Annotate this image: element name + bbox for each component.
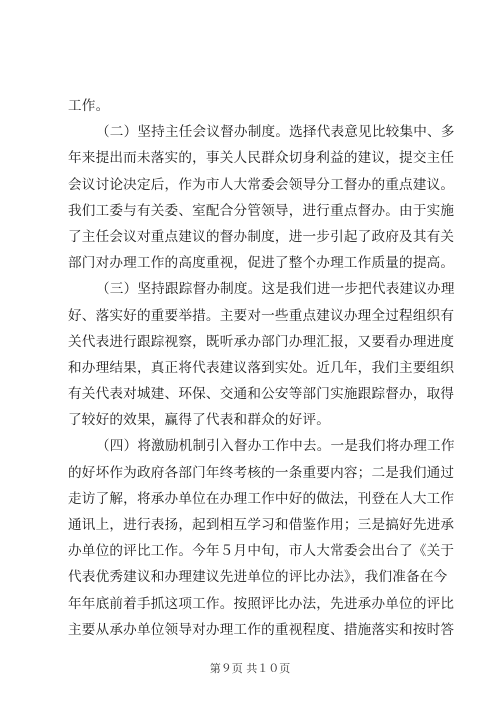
text-line: 代表优秀建议和办理建议先进单位的评比办法》，我们准备在今 bbox=[68, 569, 448, 586]
text-line: 关代表进行跟踪视察，既听承办部门办理汇报，又要看办理进度 bbox=[68, 333, 455, 350]
text-line: 会议讨论决定后，作为市人大常委会领导分工督办的重点建议。 bbox=[68, 176, 455, 193]
text-line: 部门对办理工作的高度重视，促进了整个办理工作质量的提高。 bbox=[68, 255, 455, 272]
text-line: 我们工委与有关委、室配合分管领导，进行重点督办。由于实施 bbox=[68, 202, 455, 219]
text-line-paragraph-start: （四）将激励机制引入督办工作中去。一是我们将办理工作 bbox=[96, 438, 455, 455]
text-line: 办单位的评比工作。今年５月中旬，市人大常委会出台了《关于 bbox=[68, 543, 455, 560]
text-line: 了较好的效果，赢得了代表和群众的好评。 bbox=[68, 412, 331, 429]
text-line: 主要从承办单位领导对办理工作的重视程度、措施落实和按时答 bbox=[68, 621, 455, 638]
document-body bbox=[68, 93, 455, 643]
text-line-paragraph-start: （二）坚持主任会议督办制度。选择代表意见比较集中、多 bbox=[96, 124, 455, 141]
page-number-footer: 第９页 共１０页 bbox=[209, 662, 291, 675]
text-line: 的好坏作为政府各部门年终考核的一条重要内容；二是我们通过 bbox=[68, 464, 455, 481]
text-line: 和办理结果，真正将代表建议落到实处。近几年，我们主要组织 bbox=[68, 359, 455, 376]
text-line: 走访了解，将承办单位在办理工作中好的做法，刊登在人大工作 bbox=[68, 490, 455, 507]
text-line: 好、落实好的重要举措。主要对一些重点建议办理全过程组织有 bbox=[68, 307, 455, 324]
text-line: 年来提出而未落实的，事关人民群众切身利益的建议，提交主任 bbox=[68, 150, 455, 167]
text-line: 年年底前着手抓这项工作。按照评比办法，先进承办单位的评比 bbox=[68, 595, 455, 612]
text-line: 工作。 bbox=[68, 98, 110, 114]
text-line: 通讯上，进行表扬，起到相互学习和借鉴作用；三是搞好先进承 bbox=[68, 517, 455, 533]
text-line: 有关代表对城建、环保、交通和公安等部门实施跟踪督办，取得 bbox=[68, 386, 455, 403]
text-line: 了主任会议对重点建议的督办制度，进一步引起了政府及其有关 bbox=[68, 228, 455, 245]
text-line-paragraph-start: （三）坚持跟踪督办制度。这是我们进一步把代表建议办理 bbox=[96, 281, 455, 298]
